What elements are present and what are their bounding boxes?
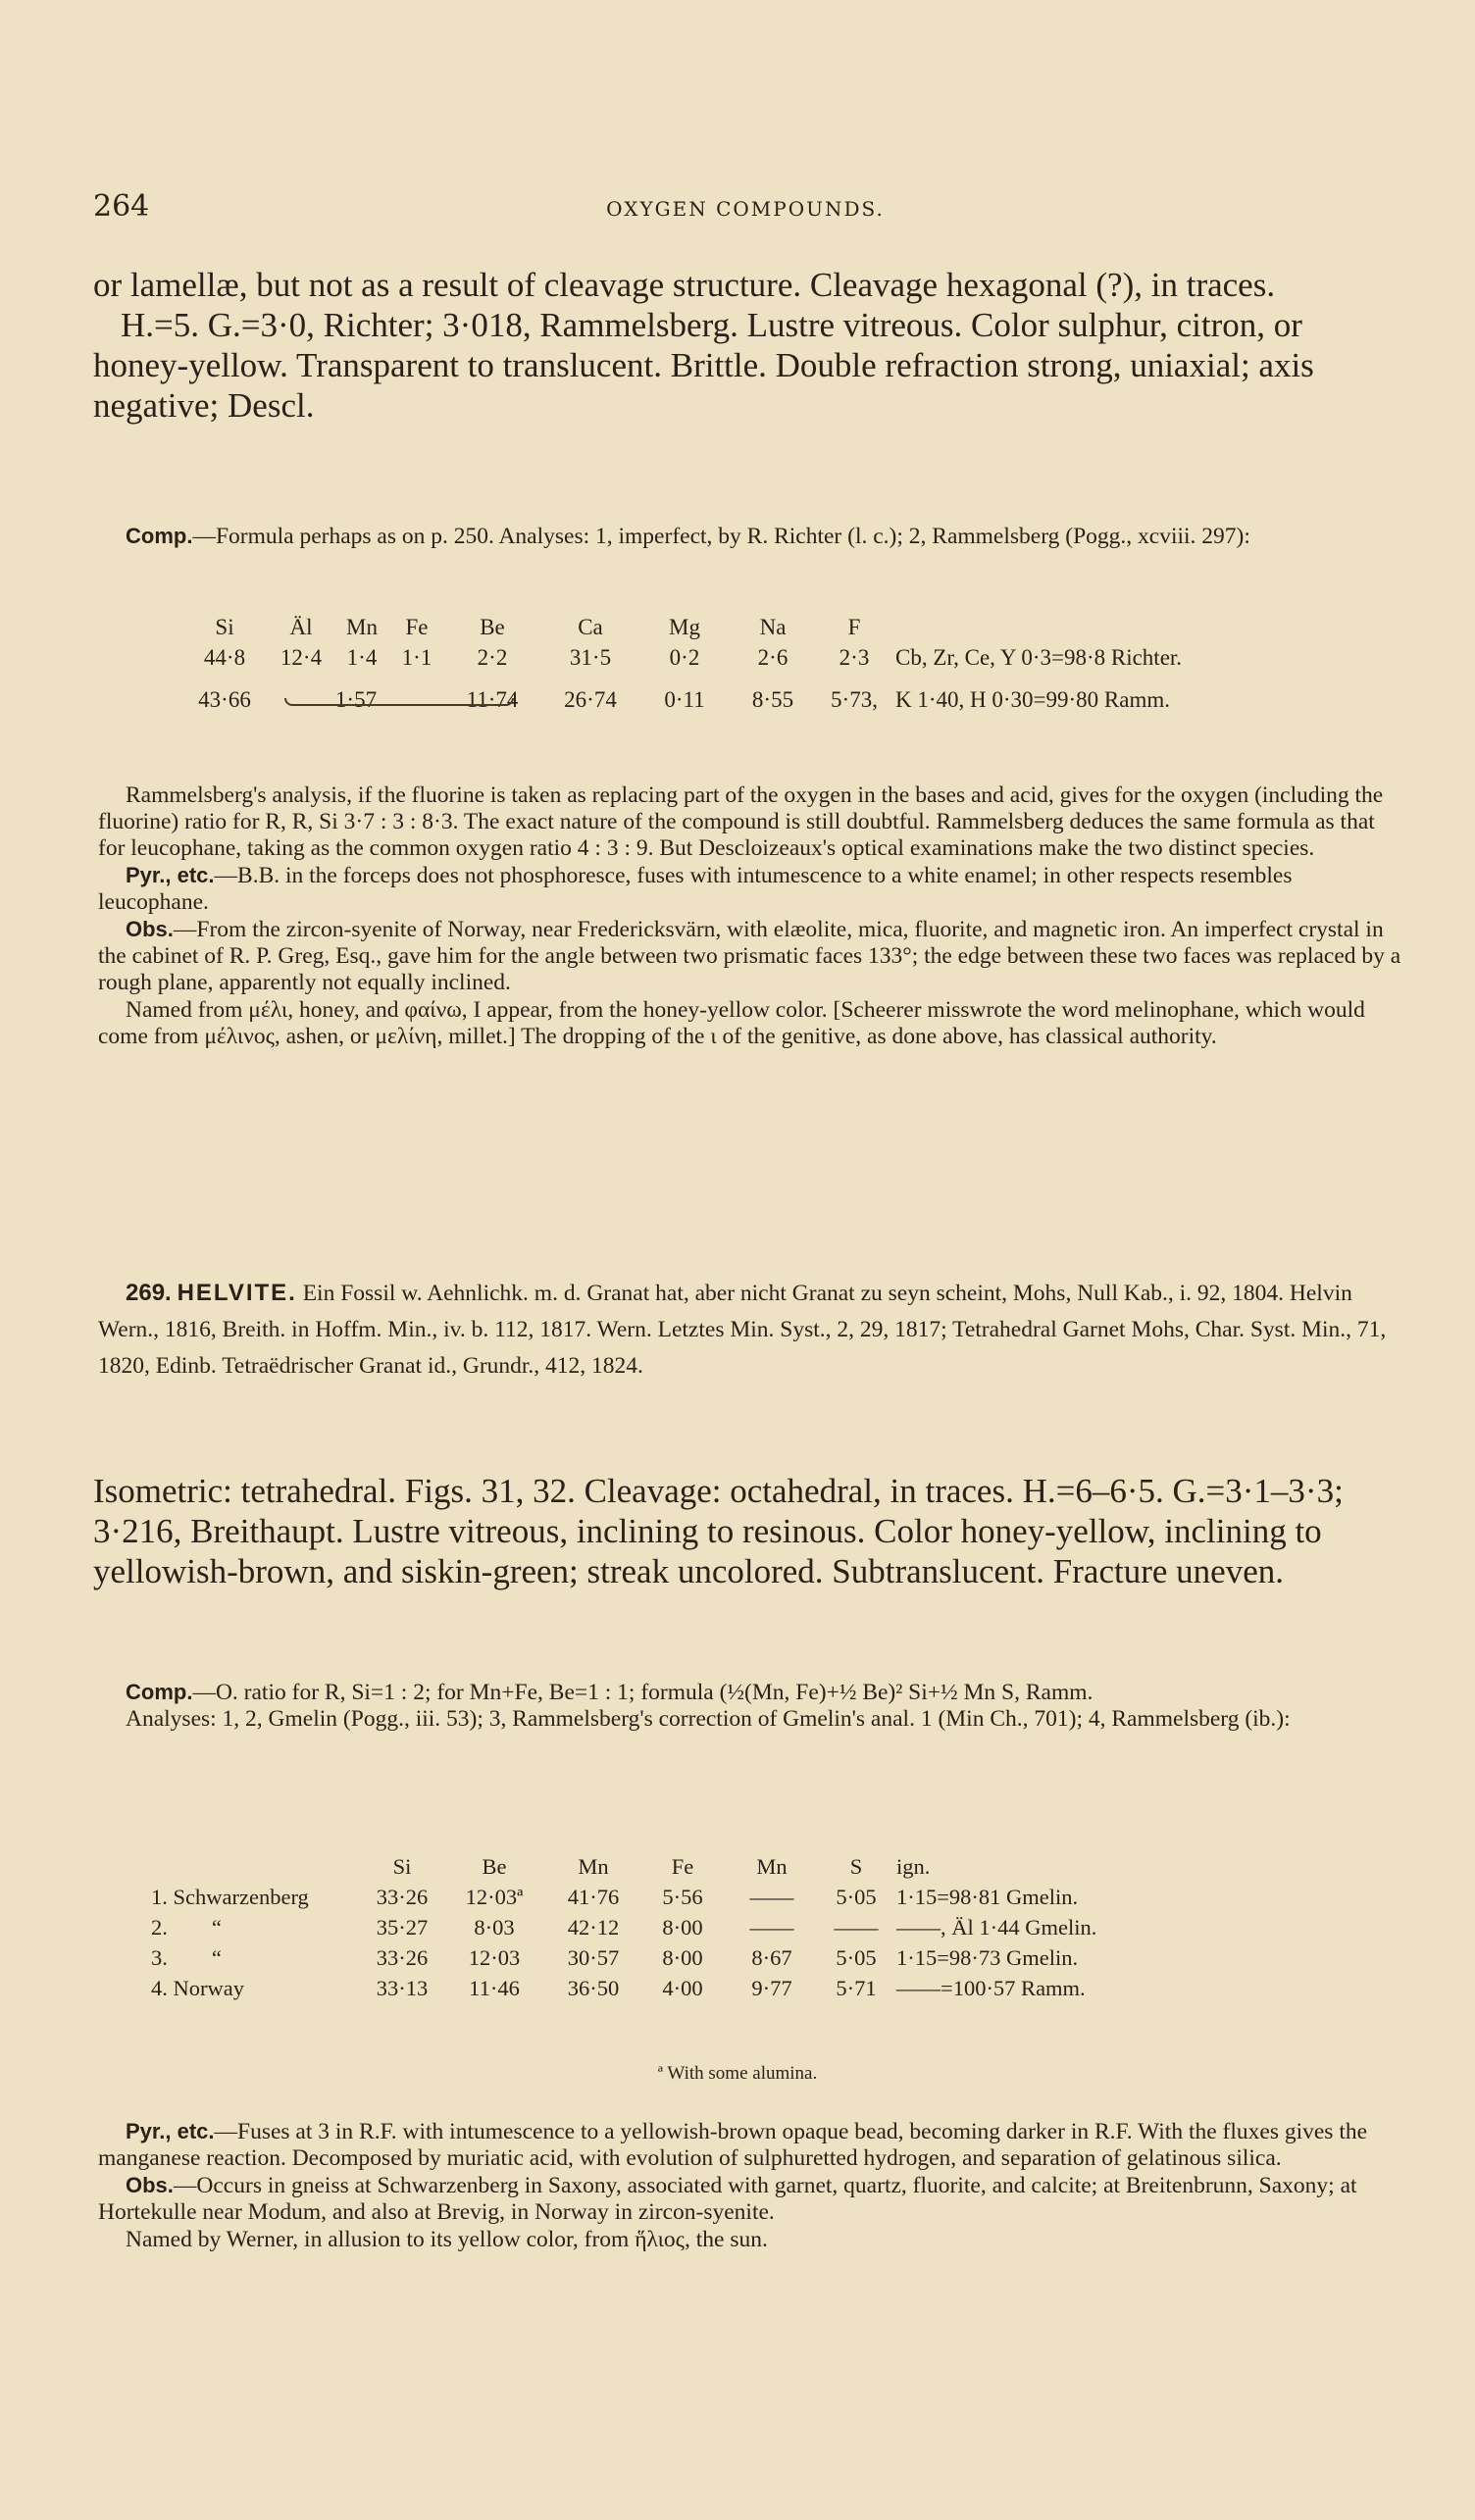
- paragraphs-leucophane: [98, 781, 1407, 1050]
- species-name: HELVITE.: [177, 1280, 297, 1306]
- paragraph-pyr: Pyr., etc.—B.B. in the forceps does not phosphoresce, fuses with intumescence to a white enamel; in other respects resembles leucophane.: [98, 863, 1293, 915]
- table-cell: 43·66: [198, 686, 251, 712]
- paragraph-obs: Obs.—Occurs in gneiss at Schwarzenberg in Saxony, associated with garnet, quartz, fluorite, and calcite; at Breitenbrunn, Saxony; at Hortekulle near Modum, and also at Brevig, in Norway in zircon-syenite.: [98, 2173, 1357, 2225]
- page-number: 264: [93, 189, 150, 224]
- table-cell: 26·74: [564, 686, 617, 712]
- col-header: Na: [759, 614, 787, 639]
- comp-paragraph-1: [98, 523, 1407, 550]
- table-cell: 2·6: [757, 644, 788, 670]
- col-header: Mn: [578, 1853, 609, 1879]
- table-cell: 0·11: [664, 686, 705, 712]
- species-synonymy: Ein Fossil w. Aehnlichk. m. d. Granat hat, aber nicht Granat zu seyn scheint, Mohs, Null Kab., i. 92, 1804. Helvin Wern., 1816, Breith. in Hoffm. Min., iv. b. 112, 1817. Wern. Letztes Min. Syst., 2, 29, 1817; Tetrahedral Garnet Mohs, Char. Syst. Min., 71, 1820, Edinb. Tetraëdrischer Granat id., Grundr., 412, 1824.: [98, 1281, 1387, 1379]
- species-number: 269.: [126, 1280, 172, 1306]
- table-row: [181, 642, 1186, 673]
- intro-paragraph: [93, 265, 1402, 426]
- table-cell: 31·5: [569, 644, 612, 670]
- comp-text: —Formula perhaps as on p. 250. Analyses: 1, imperfect, by R. Richter (l. c.); 2, Rammelsberg (Pogg., xcviii. 297):: [192, 524, 1250, 549]
- table-row: 2. “ 35·27 8·03 42·12 8·00 —— —— ——, Äl 1·44 Gmelin.: [151, 1914, 1097, 1940]
- col-header: Be: [480, 614, 505, 639]
- table-cell: 11·74: [466, 686, 519, 712]
- paragraph-obs: Obs.—From the zircon-syenite of Norway, near Fredericksvärn, with elæolite, mica, fluorite, and magnetic iron. An imperfect crystal in the cabinet of R. P. Greg, Esq., gave him for the angle between two prismatic faces 133°; the edge between these two faces was replaced by a rough plane, apparently not equally inclined.: [98, 917, 1401, 995]
- comp-lead: Comp.: [126, 524, 193, 548]
- table-cell: 2·3: [839, 644, 870, 670]
- col-header: Si: [215, 614, 234, 639]
- table-cell: 1·57: [334, 686, 378, 712]
- paragraph-pyr: Pyr., etc.—Fuses at 3 in R.F. with intumescence to a yellowish-brown opaque bead, becoming darker in R.F. With the fluxes gives the manganese reaction. Decomposed by muriatic acid, with evolution of sulphuretted hydrogen, and separation of gelatinous silica.: [98, 2119, 1368, 2171]
- col-header: Ca: [578, 614, 603, 639]
- table-cell: 1·1: [401, 644, 432, 670]
- paragraphs-helvite: [98, 2118, 1407, 2253]
- col-header: ign.: [896, 1853, 931, 1879]
- table-header-row: [181, 612, 1186, 642]
- paragraph-named: Named by Werner, in allusion to its yellow color, from ἥλιος, the sun.: [126, 2227, 768, 2252]
- paragraph-ratio: Rammelsberg's analysis, if the fluorine is taken as replacing part of the oxygen in the bases and acid, gives for the oxygen (including the fluorine) ratio for R, R, Si 3·7 : 3 : 8·3. The exact nature of the compound is still doubtful. Rammelsberg deduces the same formula as that for leucophane, taking as the common oxygen ratio 4 : 3 : 9. But Descloizeaux's optical examinations make the two distinct species.: [98, 782, 1384, 861]
- running-header: [93, 189, 1398, 228]
- analysis-table-2: [147, 1851, 1100, 2003]
- table-row: 4. Norway 33·13 11·46 36·50 4·00 9·77 5·71 ——=100·57 Ramm.: [151, 1975, 1086, 2000]
- table-cell: 5·73,: [831, 686, 878, 712]
- helvite-heading: [98, 1275, 1407, 1385]
- helvite-description: Isometric: tetrahedral. Figs. 31, 32. Cleavage: octahedral, in traces. H.=6–6·5. G.=3·1–3·3; 3·216, Breithaupt. Lustre vitreous, inclining to resinous. Color honey-yellow, inclining to yellowish-brown, and siskin-green; streak uncolored. Subtranslucent. Fracture uneven.: [93, 1472, 1344, 1590]
- intro-line-cleavage: or lamellæ, but not as a result of cleavage structure. Cleavage hexagonal (?), in traces.: [93, 266, 1276, 304]
- table-header-row: [147, 1851, 1100, 1882]
- comp-text: —O. ratio for R, Si=1 : 2; for Mn+Fe, Be=1 : 1; formula (½(Mn, Fe)+½ Be)² Si+½ Mn S, Ramm.: [192, 1680, 1094, 1705]
- comp-paragraph-2: [98, 1679, 1407, 1733]
- table-cell: 1·4: [346, 644, 378, 670]
- col-header: Mn: [346, 614, 378, 639]
- col-header: [891, 612, 1186, 642]
- table-cell: K 1·40, H 0·30=99·80 Ramm.: [895, 686, 1170, 712]
- analyses-text: Analyses: 1, 2, Gmelin (Pogg., iii. 53); 3, Rammelsberg's correction of Gmelin's anal. 1 (Min Ch., 701); 4, Rammelsberg (ib.):: [126, 1706, 1291, 1732]
- grouping-brace: [284, 698, 514, 706]
- running-head-title: OXYGEN COMPOUNDS.: [606, 197, 885, 221]
- col-header: [147, 1851, 361, 1882]
- table-row: 1. Schwarzenberg 33·26 12·03ª 41·76 5·56 —— 5·05 1·15=98·81 Gmelin.: [151, 1884, 1079, 1909]
- comp-lead: Comp.: [126, 1680, 193, 1704]
- col-header: Be: [482, 1853, 507, 1879]
- table-cell: Cb, Zr, Ce, Y 0·3=98·8 Richter.: [895, 644, 1183, 670]
- col-header: Mg: [669, 614, 700, 639]
- table-cell: 8·55: [751, 686, 794, 712]
- col-header: Mn: [756, 1853, 788, 1879]
- table-cell: 12·4: [280, 644, 323, 670]
- table-footnote: ª With some alumina.: [657, 2063, 818, 2084]
- col-header: F: [847, 614, 861, 639]
- table-row: 3. “ 33·26 12·03 30·57 8·00 8·67 5·05 1·15=98·73 Gmelin.: [151, 1944, 1079, 1970]
- paragraph-named: Named from μέλι, honey, and φαίνω, I appear, from the honey-yellow color. [Scheerer misswrote the word melinophane, which would come from μέλινος, ashen, or μελίνη, millet.] The dropping of the ι of the genitive, as done above, has classical authority.: [98, 997, 1365, 1049]
- table-cell: 2·2: [477, 644, 508, 670]
- col-header: Fe: [405, 614, 429, 639]
- col-header: Äl: [289, 614, 313, 639]
- col-header: Si: [392, 1853, 412, 1879]
- col-header: S: [849, 1853, 863, 1879]
- table-cell: 0·2: [669, 644, 700, 670]
- col-header: Fe: [671, 1853, 694, 1879]
- intro-line-hardness: H.=5. G.=3·0, Richter; 3·018, Rammelsberg. Lustre vitreous. Color sulphur, citron, or honey-yellow. Transparent to translucent. Brittle. Double refraction strong, uniaxial; axis negative; Descl.: [93, 306, 1314, 425]
- table-cell: 44·8: [203, 644, 246, 670]
